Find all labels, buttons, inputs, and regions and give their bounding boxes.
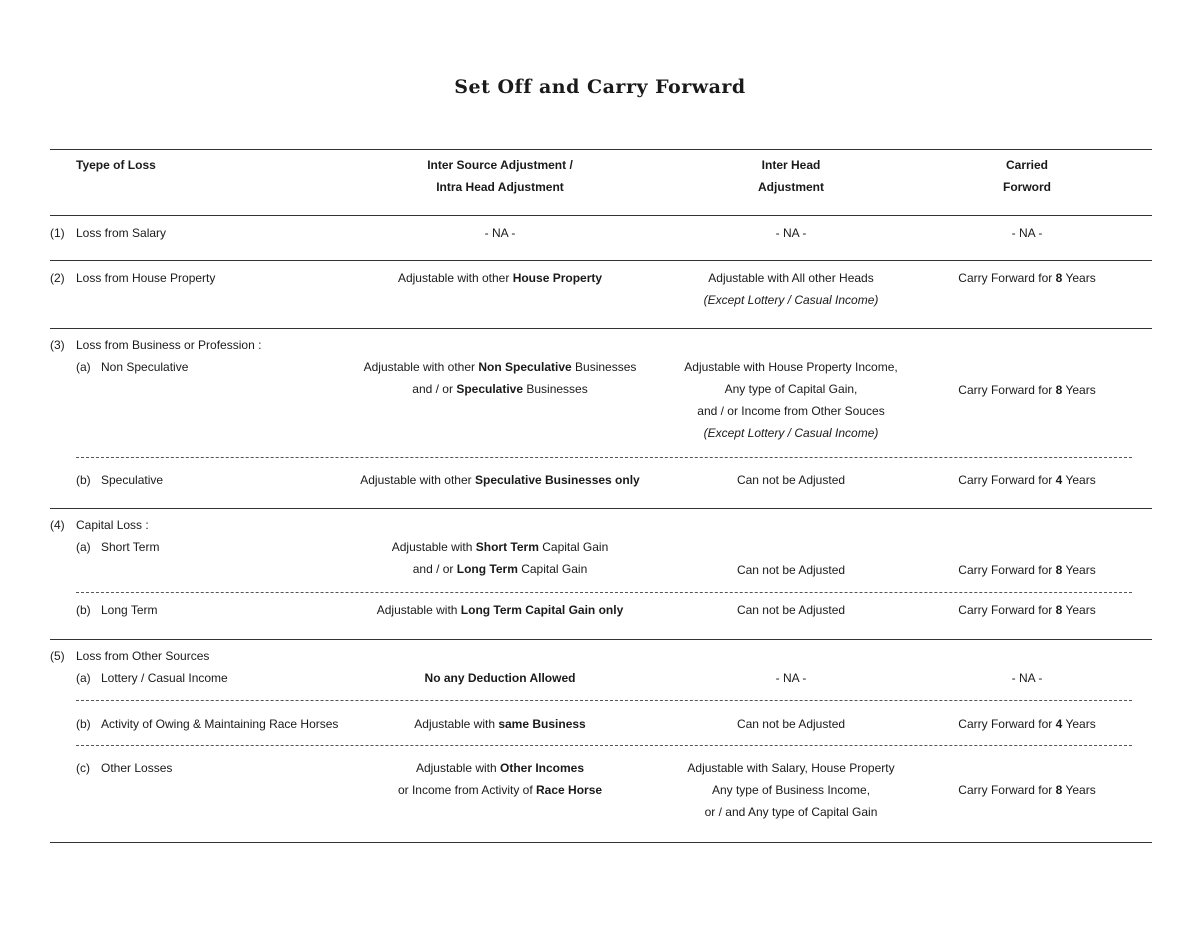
carry-forward-value: Carry Forward for 8 Years	[958, 563, 1096, 577]
row-label: Loss from Salary	[76, 226, 167, 240]
sub-label: Speculative	[101, 473, 164, 487]
sub-label: Other Losses	[101, 761, 173, 775]
inter-head-value: Adjustable with All other Heads (Except Lottery / Casual Income)	[703, 271, 879, 307]
header-rule	[50, 215, 1152, 216]
inter-source-value: No any Deduction Allowed	[424, 671, 576, 685]
row-label: Loss from Other Sources	[76, 649, 210, 663]
inter-source-value: Adjustable with other Non Speculative Businesses and / or Speculative Businesses	[363, 360, 637, 396]
sub-index: (c)	[76, 761, 90, 775]
sub-label: Non Speculative	[101, 360, 189, 374]
carry-forward-value: Carry Forward for 4 Years	[958, 473, 1096, 487]
carry-forward-value: Carry Forward for 8 Years	[958, 603, 1096, 617]
header-carried-forward: Carried Forword	[1003, 158, 1051, 194]
header-type-of-loss: Tyepe of Loss	[76, 158, 156, 172]
row-number: (3)	[50, 338, 65, 352]
row-label: Loss from Business or Profession :	[76, 338, 262, 352]
carry-forward-value: Carry Forward for 8 Years	[958, 383, 1096, 397]
inter-source-value: - NA -	[484, 226, 516, 240]
carry-forward-value: - NA -	[1011, 226, 1043, 240]
carry-forward-value: - NA -	[1011, 671, 1043, 685]
inter-head-value: - NA -	[775, 226, 807, 240]
table-top-rule	[50, 149, 1152, 150]
inter-source-value: Adjustable with other Speculative Businesses only	[360, 473, 640, 487]
row-number: (1)	[50, 226, 65, 240]
row-number: (5)	[50, 649, 65, 663]
sub-index: (a)	[76, 671, 91, 685]
carry-forward-value: Carry Forward for 8 Years	[958, 783, 1096, 797]
sub-row-divider	[76, 457, 1132, 458]
row-rule	[50, 508, 1152, 509]
sub-row-divider	[76, 592, 1132, 593]
row-number: (2)	[50, 271, 65, 285]
table-bottom-rule	[50, 842, 1152, 843]
row-number: (4)	[50, 518, 65, 532]
inter-source-value: Adjustable with other House Property	[397, 271, 603, 285]
inter-head-value: Adjustable with House Property Income, Any type of Capital Gain, and / or Income from Other Souces (Except Lottery / Casual Income)	[684, 360, 898, 440]
page-title: Set Off and Carry Forward	[454, 76, 746, 98]
header-inter-head: Inter Head Adjustment	[758, 158, 824, 194]
inter-head-value: Can not be Adjusted	[736, 473, 846, 487]
inter-source-value: Adjustable with Short Term Capital Gain and / or Long Term Capital Gain	[391, 540, 609, 576]
sub-row-divider	[76, 700, 1132, 701]
inter-source-value: Adjustable with same Business	[414, 717, 586, 731]
row-rule	[50, 260, 1152, 261]
inter-head-value: Can not be Adjusted	[736, 563, 846, 577]
inter-head-value: Adjustable with Salary, House Property Any type of Business Income, or / and Any type of Capital Gain	[687, 761, 895, 819]
sub-index: (a)	[76, 540, 91, 554]
inter-head-value: Can not be Adjusted	[736, 717, 846, 731]
row-label: Capital Loss :	[76, 518, 149, 532]
header-inter-source: Inter Source Adjustment / Intra Head Adjustment	[427, 158, 573, 194]
row-label: Loss from House Property	[76, 271, 216, 285]
row-rule	[50, 639, 1152, 640]
inter-head-value: Can not be Adjusted	[736, 603, 846, 617]
sub-index: (b)	[76, 717, 91, 731]
sub-index: (b)	[76, 603, 91, 617]
carry-forward-value: Carry Forward for 4 Years	[958, 717, 1096, 731]
row-rule	[50, 328, 1152, 329]
sub-label: Activity of Owing & Maintaining Race Horses	[101, 717, 339, 731]
inter-source-value: Adjustable with Other Incomes or Income from Activity of Race Horse	[397, 761, 603, 797]
sub-index: (a)	[76, 360, 91, 374]
sub-label: Short Term	[101, 540, 160, 554]
carry-forward-value: Carry Forward for 8 Years	[958, 271, 1096, 285]
sub-row-divider	[76, 745, 1132, 746]
sub-index: (b)	[76, 473, 91, 487]
sub-label: Long Term	[101, 603, 158, 617]
sub-label: Lottery / Casual Income	[101, 671, 228, 685]
inter-source-value: Adjustable with Long Term Capital Gain only	[376, 603, 624, 617]
inter-head-value: - NA -	[775, 671, 807, 685]
